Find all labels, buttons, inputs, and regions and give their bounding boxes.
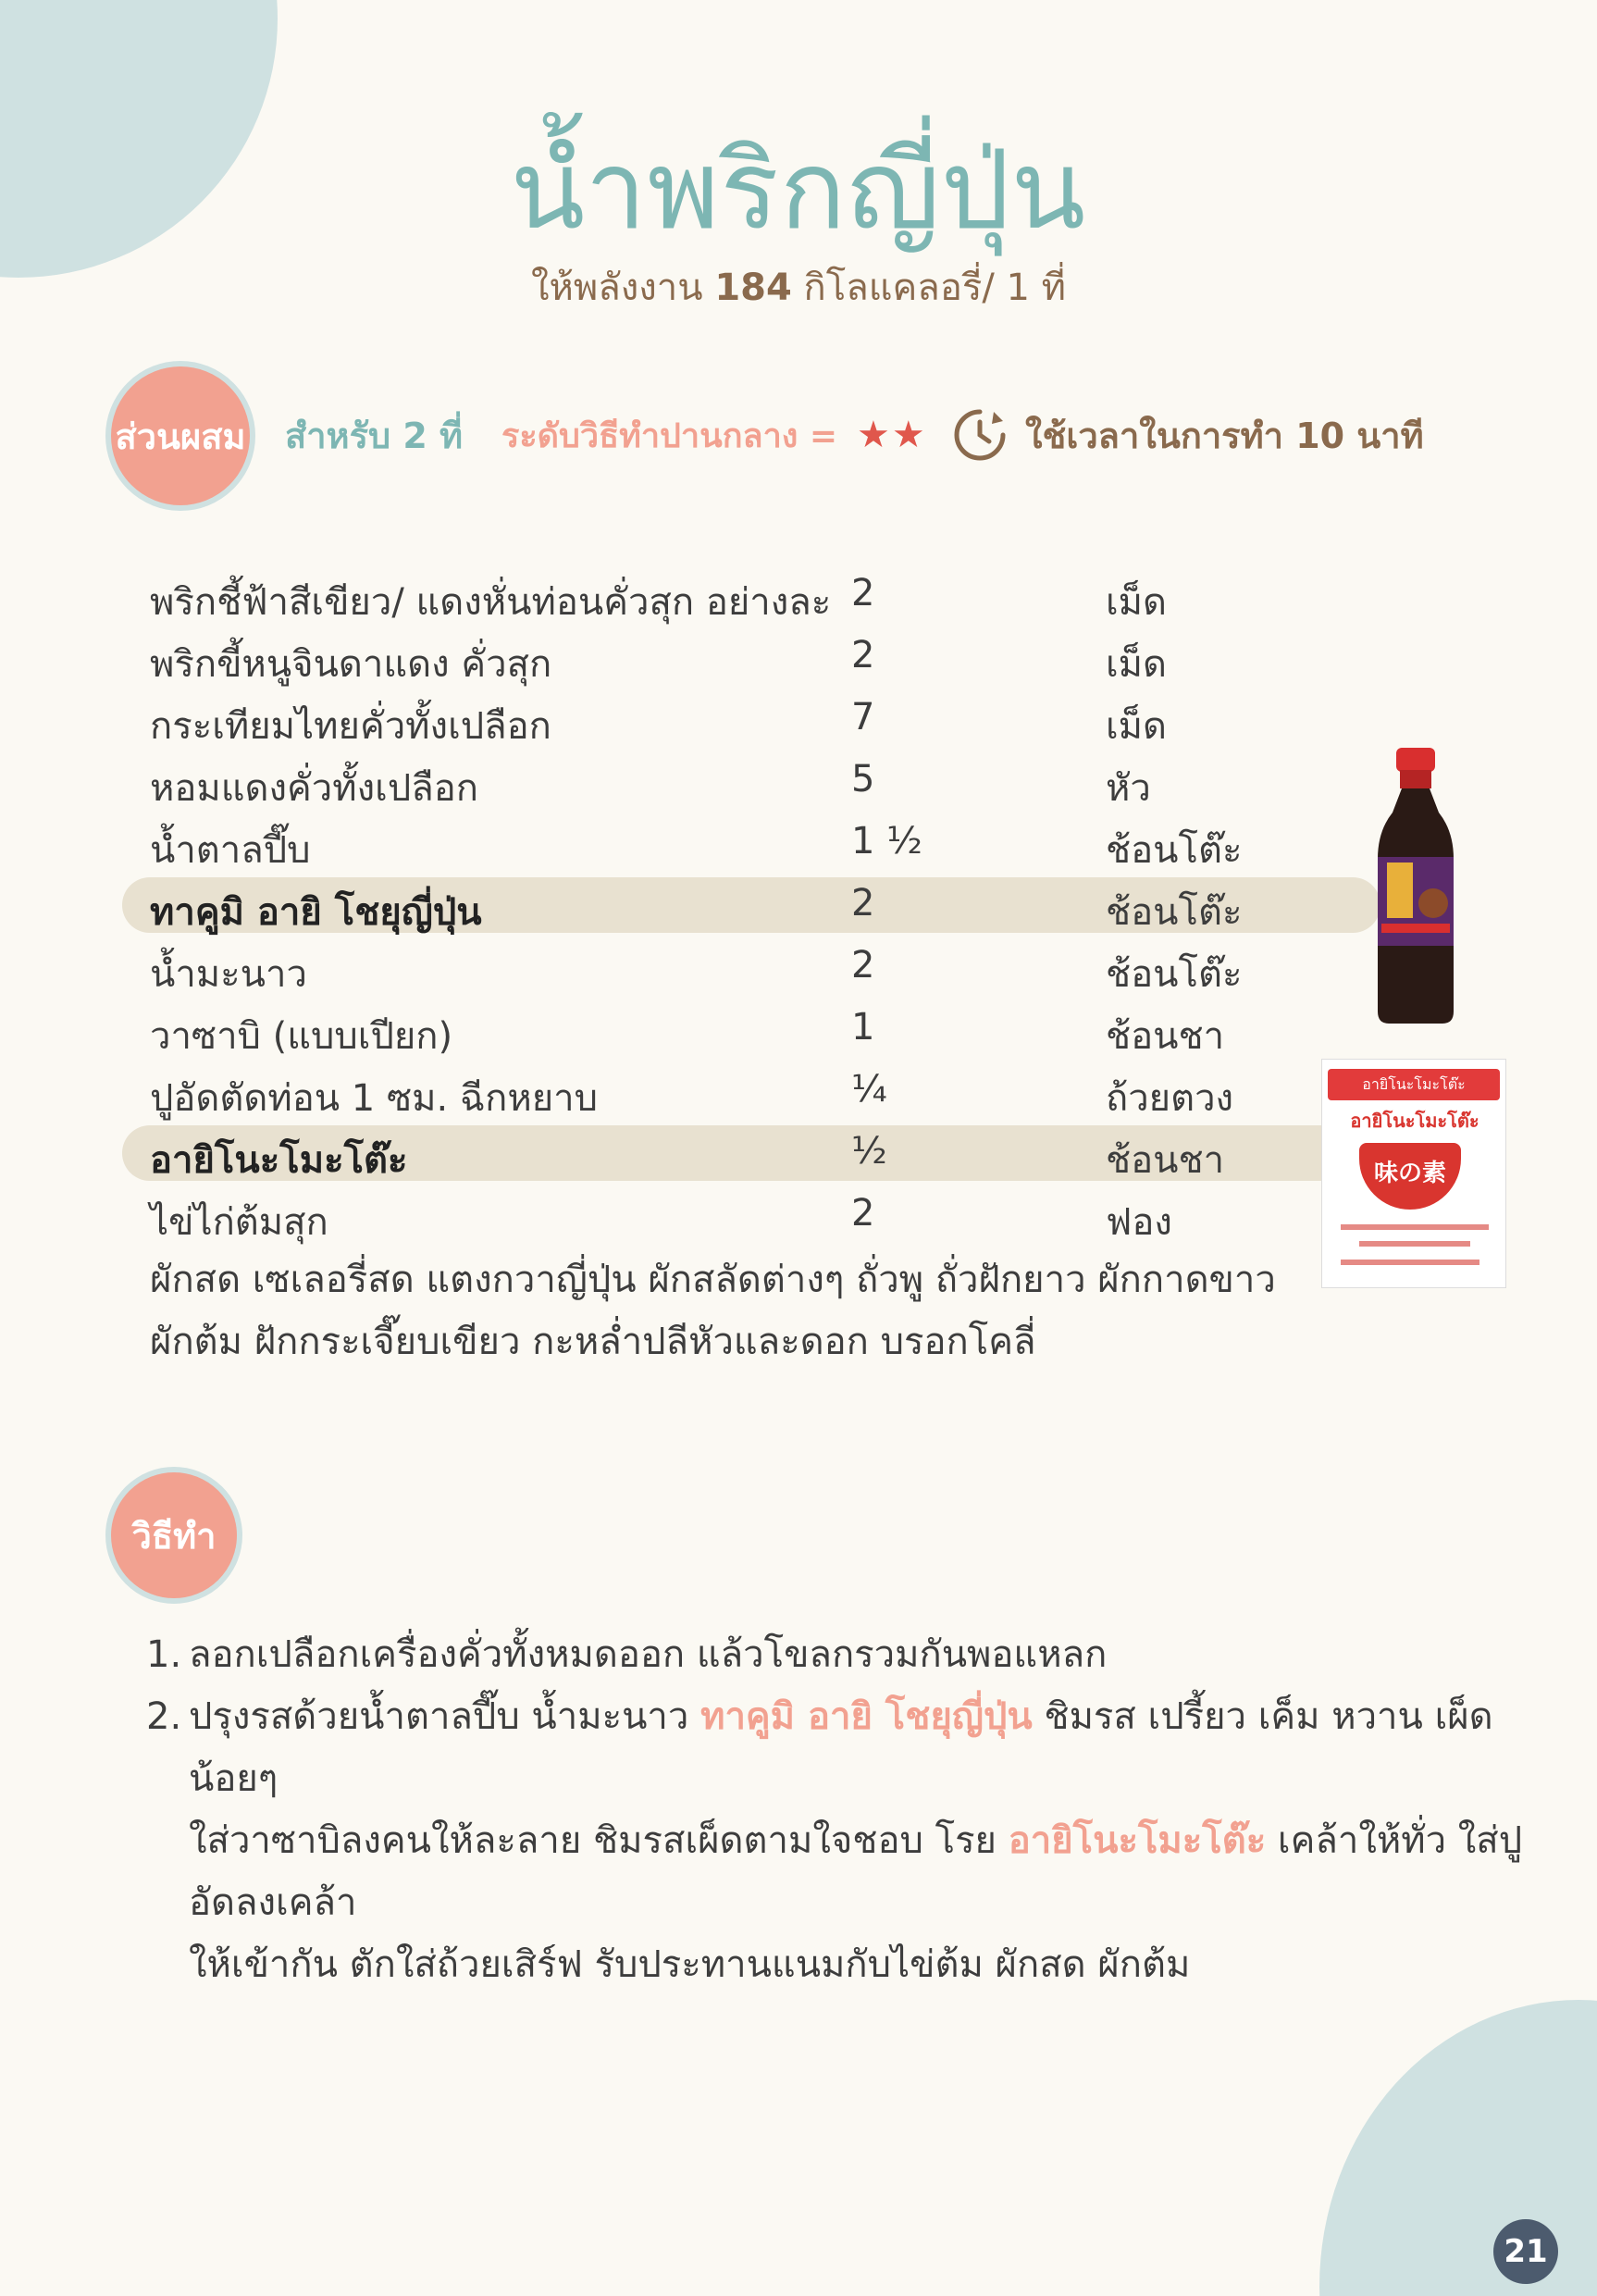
clock-icon [951, 407, 1009, 463]
ingredient-name: น้ำมะนาว [150, 953, 307, 996]
ingredient-row [0, 565, 1597, 627]
calorie-value: 184 [714, 267, 792, 309]
package-text-line [1359, 1241, 1470, 1247]
ingredient-unit: ช้อนโต๊ะ [1106, 829, 1243, 872]
step-highlight-product: ทาคูมิ อายิ โชยุญี่ปุ่น [700, 1695, 1033, 1738]
recipe-title: น้ำพริกญี่ปุ่น [510, 126, 1087, 254]
ingredient-name: ทาคูมิ อายิ โชยุญี่ปุ่น [150, 891, 482, 934]
ingredient-row [0, 937, 1597, 999]
step-text: ลอกเปลือกเครื่องคั่วทั้งหมดออก แล้วโขลกรวมกันพอแหลก [189, 1633, 1108, 1676]
ingredient-qty: 7 [851, 696, 875, 738]
ingredient-unit: ช้อนชา [1106, 1139, 1225, 1182]
ingredient-qty: 2 [851, 572, 875, 614]
method-step [146, 1686, 1553, 1996]
ingredient-qty: 1 ½ [851, 820, 922, 863]
ingredient-qty: 2 [851, 944, 875, 987]
ingredient-row [0, 689, 1597, 751]
vegetable-line: ผักต้ม ฝักกระเจี๊ยบเขียว กะหล่ำปลีหัวและดอก บรอกโคลี่ [150, 1321, 1036, 1363]
ingredient-qty: 2 [851, 882, 875, 925]
ingredient-name: ไข่ไก่ต้มสุก [150, 1201, 328, 1244]
package-bowl-logo: 味の素 [1359, 1143, 1461, 1210]
ingredient-qty: 5 [851, 758, 875, 800]
step-text: ปรุงรสด้วยน้ำตาลปี๊บ น้ำมะนาว [189, 1695, 701, 1738]
ingredient-qty: ¼ [851, 1068, 887, 1111]
ingredient-name: น้ำตาลปี๊บ [150, 829, 311, 872]
ingredient-unit: ช้อนชา [1106, 1015, 1225, 1058]
ingredient-name: พริกชี้ฟ้าสีเขียว/ แดงหั่นท่อนคั่วสุก อย่างละ [150, 581, 832, 624]
step-text: ใส่วาซาบิลงคนให้ละลาย ชิมรสเผ็ดตามใจชอบ โรย [189, 1819, 1009, 1862]
step-highlight-product: อายิโนะโมะโต๊ะ [1008, 1819, 1267, 1862]
ingredient-name: วาซาบิ (แบบเปียก) [150, 1015, 453, 1058]
ingredient-qty: 2 [851, 634, 875, 676]
ingredient-qty: ½ [851, 1130, 887, 1173]
package-logo: อายิโนะโมะโต๊ะ [1328, 1069, 1500, 1100]
ingredient-unit: เม็ด [1106, 581, 1168, 624]
ingredient-unit: เม็ด [1106, 705, 1168, 748]
ingredient-unit: เม็ด [1106, 643, 1168, 686]
ingredient-unit: ช้อนโต๊ะ [1106, 891, 1243, 934]
ingredient-row-highlighted [0, 875, 1597, 937]
ingredient-name: พริกขี้หนูจินดาแดง คั่วสุก [150, 643, 552, 686]
step-number: 1. [146, 1633, 182, 1676]
subtitle-prefix: ให้พลังงาน [530, 267, 703, 309]
serves-label: สำหรับ 2 ที่ [285, 415, 464, 456]
ingredient-unit: ถ้วยตวง [1106, 1077, 1234, 1120]
method-steps [146, 1624, 1553, 1996]
subtitle-suffix: กิโลแคลอรี่/ 1 ที่ [803, 267, 1067, 309]
ingredient-row [0, 813, 1597, 875]
step-text: ให้เข้ากัน ตักใส่ถ้วยเสิร์ฟ รับประทานแนมกับไข่ต้ม ผักสด ผักต้ม [189, 1943, 1191, 1986]
ingredient-qty: 2 [851, 1192, 875, 1235]
ingredient-name: ปูอัดตัดท่อน 1 ซม. ฉีกหยาบ [150, 1077, 599, 1120]
ajinomoto-package-image [1321, 1059, 1506, 1288]
ingredient-qty: 1 [851, 1006, 875, 1049]
package-text-line [1341, 1224, 1489, 1230]
ingredient-row [0, 999, 1597, 1061]
step-number: 2. [146, 1695, 182, 1738]
ingredient-name: อายิโนะโมะโต๊ะ [150, 1139, 408, 1182]
ingredient-unit: ฟอง [1106, 1201, 1172, 1244]
ingredient-name: กระเทียมไทยคั่วทั้งเปลือก [150, 705, 551, 748]
ingredient-unit: ช้อนโต๊ะ [1106, 953, 1243, 996]
ingredient-name: หอมแดงคั่วทั้งเปลือก [150, 767, 478, 810]
time-label: ใช้เวลาในการทำ 10 นาที [1025, 415, 1424, 456]
vegetable-notes [150, 1249, 1276, 1373]
vegetable-line: ผักสด เซเลอรี่สด แตงกวาญี่ปุ่น ผักสลัดต่างๆ ถั่วพู ถั่วฝักยาว ผักกาดขาว [150, 1259, 1276, 1301]
ingredient-row [0, 627, 1597, 689]
ingredient-row [0, 751, 1597, 813]
difficulty-stars: ★★ [857, 414, 927, 456]
method-step [146, 1624, 1553, 1686]
method-badge: วิธีทำ [105, 1467, 242, 1604]
page-number: 21 [1493, 2219, 1558, 2284]
calorie-subtitle [0, 257, 1597, 316]
ingredients-badge: ส่วนผสม [105, 361, 255, 511]
step-text: เคล้าให้ทั่ว ใส่ปูอัดลงเคล้า [189, 1819, 1523, 1924]
package-name: อายิโนะโมะโต๊ะ [1350, 1110, 1479, 1132]
soy-sauce-bottle-image [1365, 748, 1467, 1029]
ingredient-unit: หัว [1106, 767, 1151, 810]
difficulty-label: ระดับวิธีทำปานกลาง = [501, 416, 838, 455]
package-text-line [1341, 1260, 1479, 1265]
step-text: ชิมรส เปรี้ยว เค็ม หวาน เผ็ดน้อยๆ [189, 1695, 1493, 1800]
